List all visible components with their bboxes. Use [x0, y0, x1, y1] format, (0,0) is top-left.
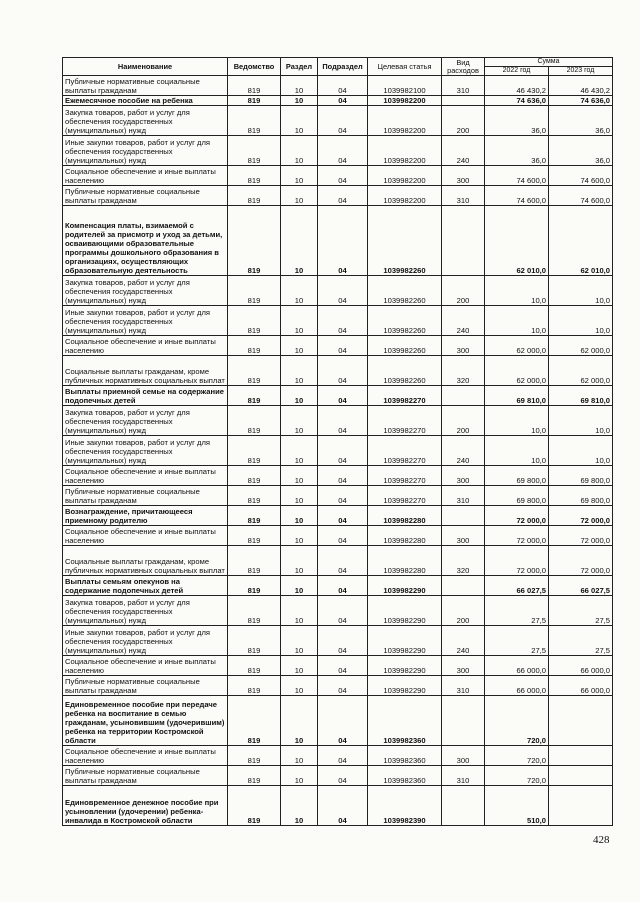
cell-name: Публичные нормативные социальные выплаты гражданам [63, 676, 228, 696]
cell-subsection: 04 [318, 786, 368, 826]
cell-subsection: 04 [318, 106, 368, 136]
cell-name: Иные закупки товаров, работ и услуг для обеспечения государственных (муниципальных) нужд [63, 136, 228, 166]
cell-expense-type: 310 [442, 186, 485, 206]
cell-expense-type [442, 576, 485, 596]
cell-section: 10 [281, 746, 318, 766]
table-header [63, 58, 613, 76]
cell-section: 10 [281, 526, 318, 546]
cell-department: 819 [228, 596, 281, 626]
cell-sum-2023: 74 600,0 [549, 186, 613, 206]
cell-section: 10 [281, 436, 318, 466]
cell-subsection: 04 [318, 206, 368, 276]
cell-sum-2022: 72 000,0 [485, 506, 549, 526]
cell-name: Единовременное пособие при передаче ребенка на воспитание в семью гражданам, усыновившим (удочерившим) ребенка на территории Костромской области [63, 696, 228, 746]
cell-name: Социальное обеспечение и иные выплаты населению [63, 746, 228, 766]
cell-sum-2022: 10,0 [485, 436, 549, 466]
cell-subsection: 04 [318, 96, 368, 106]
header-subsection: Подраздел [318, 58, 368, 76]
table-row [63, 306, 613, 336]
cell-department: 819 [228, 96, 281, 106]
cell-target-item: 1039982200 [368, 136, 442, 166]
cell-expense-type: 300 [442, 656, 485, 676]
cell-expense-type: 200 [442, 596, 485, 626]
cell-expense-type: 240 [442, 306, 485, 336]
cell-sum-2023: 10,0 [549, 406, 613, 436]
cell-sum-2023: 66 000,0 [549, 676, 613, 696]
cell-sum-2022: 66 000,0 [485, 676, 549, 696]
table-row [63, 406, 613, 436]
cell-section: 10 [281, 106, 318, 136]
cell-target-item: 1039982290 [368, 656, 442, 676]
cell-subsection: 04 [318, 766, 368, 786]
cell-sum-2022: 74 636,0 [485, 96, 549, 106]
cell-section: 10 [281, 626, 318, 656]
header-department: Ведомство [228, 58, 281, 76]
cell-sum-2023: 46 430,2 [549, 76, 613, 96]
cell-sum-2023 [549, 786, 613, 826]
cell-department: 819 [228, 766, 281, 786]
table-row [63, 186, 613, 206]
table-row [63, 276, 613, 306]
cell-expense-type: 200 [442, 106, 485, 136]
cell-department: 819 [228, 696, 281, 746]
cell-subsection: 04 [318, 136, 368, 166]
cell-subsection: 04 [318, 526, 368, 546]
cell-expense-type [442, 386, 485, 406]
cell-name: Закупка товаров, работ и услуг для обеспечения государственных (муниципальных) нужд [63, 596, 228, 626]
cell-subsection: 04 [318, 546, 368, 576]
cell-subsection: 04 [318, 576, 368, 596]
cell-target-item: 1039982270 [368, 466, 442, 486]
cell-name: Закупка товаров, работ и услуг для обеспечения государственных (муниципальных) нужд [63, 106, 228, 136]
header-year-2023: 2023 год [549, 67, 613, 76]
cell-name: Ежемесячное пособие на ребенка [63, 96, 228, 106]
cell-department: 819 [228, 786, 281, 826]
cell-target-item: 1039982100 [368, 76, 442, 96]
cell-target-item: 1039982260 [368, 336, 442, 356]
cell-sum-2022: 720,0 [485, 746, 549, 766]
cell-sum-2022: 10,0 [485, 406, 549, 436]
cell-target-item: 1039982280 [368, 506, 442, 526]
table-row [63, 106, 613, 136]
table-row [63, 766, 613, 786]
cell-department: 819 [228, 576, 281, 596]
cell-sum-2022: 62 010,0 [485, 206, 549, 276]
cell-sum-2023: 69 810,0 [549, 386, 613, 406]
cell-sum-2022: 36,0 [485, 136, 549, 166]
cell-department: 819 [228, 186, 281, 206]
cell-section: 10 [281, 406, 318, 436]
table-row [63, 596, 613, 626]
cell-target-item: 1039982260 [368, 206, 442, 276]
cell-subsection: 04 [318, 466, 368, 486]
cell-name: Социальное обеспечение и иные выплаты населению [63, 466, 228, 486]
cell-name: Социальные выплаты гражданам, кроме публичных нормативных социальных выплат [63, 546, 228, 576]
table-row [63, 336, 613, 356]
table-row [63, 506, 613, 526]
table-row [63, 546, 613, 576]
header-sum: Сумма [485, 58, 613, 67]
cell-sum-2023: 27,5 [549, 626, 613, 656]
cell-subsection: 04 [318, 386, 368, 406]
cell-name: Публичные нормативные социальные выплаты гражданам [63, 486, 228, 506]
cell-name: Социальное обеспечение и иные выплаты населению [63, 336, 228, 356]
cell-section: 10 [281, 506, 318, 526]
cell-department: 819 [228, 506, 281, 526]
cell-subsection: 04 [318, 406, 368, 436]
table-row [63, 626, 613, 656]
cell-sum-2022: 66 000,0 [485, 656, 549, 676]
cell-expense-type [442, 96, 485, 106]
cell-subsection: 04 [318, 356, 368, 386]
table-row [63, 676, 613, 696]
cell-department: 819 [228, 656, 281, 676]
cell-section: 10 [281, 466, 318, 486]
cell-subsection: 04 [318, 186, 368, 206]
cell-subsection: 04 [318, 656, 368, 676]
cell-target-item: 1039982360 [368, 746, 442, 766]
cell-expense-type: 240 [442, 136, 485, 166]
cell-sum-2023: 72 000,0 [549, 526, 613, 546]
cell-department: 819 [228, 676, 281, 696]
cell-target-item: 1039982200 [368, 166, 442, 186]
cell-name: Публичные нормативные социальные выплаты гражданам [63, 766, 228, 786]
cell-expense-type: 310 [442, 676, 485, 696]
header-section: Раздел [281, 58, 318, 76]
cell-sum-2023: 74 636,0 [549, 96, 613, 106]
cell-sum-2023: 10,0 [549, 306, 613, 336]
cell-target-item: 1039982200 [368, 106, 442, 136]
cell-sum-2023: 66 000,0 [549, 656, 613, 676]
cell-target-item: 1039982270 [368, 406, 442, 436]
cell-name: Социальное обеспечение и иные выплаты населению [63, 526, 228, 546]
cell-subsection: 04 [318, 166, 368, 186]
cell-target-item: 1039982360 [368, 696, 442, 746]
cell-section: 10 [281, 596, 318, 626]
cell-department: 819 [228, 486, 281, 506]
cell-department: 819 [228, 546, 281, 576]
cell-subsection: 04 [318, 676, 368, 696]
cell-department: 819 [228, 406, 281, 436]
cell-expense-type: 300 [442, 746, 485, 766]
header-expense-type: Вид расходов [442, 58, 485, 76]
cell-sum-2022: 74 600,0 [485, 166, 549, 186]
cell-section: 10 [281, 766, 318, 786]
cell-department: 819 [228, 436, 281, 466]
cell-section: 10 [281, 656, 318, 676]
cell-section: 10 [281, 336, 318, 356]
cell-sum-2022: 10,0 [485, 276, 549, 306]
cell-sum-2022: 69 800,0 [485, 486, 549, 506]
cell-department: 819 [228, 136, 281, 166]
cell-sum-2023: 66 027,5 [549, 576, 613, 596]
cell-sum-2022: 36,0 [485, 106, 549, 136]
table-row [63, 356, 613, 386]
cell-sum-2023: 10,0 [549, 276, 613, 306]
cell-name: Иные закупки товаров, работ и услуг для обеспечения государственных (муниципальных) нужд [63, 626, 228, 656]
cell-subsection: 04 [318, 336, 368, 356]
table-row [63, 576, 613, 596]
cell-subsection: 04 [318, 626, 368, 656]
cell-expense-type: 240 [442, 436, 485, 466]
cell-expense-type: 310 [442, 486, 485, 506]
cell-target-item: 1039982260 [368, 276, 442, 306]
cell-sum-2023: 62 000,0 [549, 356, 613, 386]
cell-sum-2023 [549, 696, 613, 746]
cell-sum-2022: 74 600,0 [485, 186, 549, 206]
cell-section: 10 [281, 386, 318, 406]
cell-section: 10 [281, 546, 318, 576]
cell-name: Социальное обеспечение и иные выплаты населению [63, 656, 228, 676]
cell-section: 10 [281, 276, 318, 306]
cell-sum-2023: 69 800,0 [549, 466, 613, 486]
cell-section: 10 [281, 186, 318, 206]
budget-table [62, 57, 613, 826]
cell-name: Компенсация платы, взимаемой с родителей за присмотр и уход за детьми, осваивающими образовательные программы дошкольного образования в организациях, осуществляющих образовательную деятельность [63, 206, 228, 276]
cell-name: Публичные нормативные социальные выплаты гражданам [63, 186, 228, 206]
cell-name: Закупка товаров, работ и услуг для обеспечения государственных (муниципальных) нужд [63, 276, 228, 306]
cell-target-item: 1039982270 [368, 436, 442, 466]
cell-section: 10 [281, 696, 318, 746]
cell-sum-2022: 510,0 [485, 786, 549, 826]
cell-sum-2023: 10,0 [549, 436, 613, 466]
cell-target-item: 1039982290 [368, 676, 442, 696]
cell-target-item: 1039982270 [368, 386, 442, 406]
cell-target-item: 1039982260 [368, 306, 442, 336]
cell-expense-type: 320 [442, 356, 485, 386]
cell-sum-2023: 72 000,0 [549, 546, 613, 576]
cell-department: 819 [228, 466, 281, 486]
cell-expense-type: 200 [442, 406, 485, 436]
cell-name: Социальные выплаты гражданам, кроме публичных нормативных социальных выплат [63, 356, 228, 386]
cell-sum-2023: 36,0 [549, 106, 613, 136]
cell-section: 10 [281, 76, 318, 96]
cell-section: 10 [281, 676, 318, 696]
cell-target-item: 1039982200 [368, 96, 442, 106]
cell-sum-2022: 66 027,5 [485, 576, 549, 596]
cell-sum-2023 [549, 746, 613, 766]
cell-sum-2023: 69 800,0 [549, 486, 613, 506]
cell-sum-2023: 27,5 [549, 596, 613, 626]
cell-sum-2022: 27,5 [485, 626, 549, 656]
cell-name: Иные закупки товаров, работ и услуг для обеспечения государственных (муниципальных) нужд [63, 306, 228, 336]
cell-name: Иные закупки товаров, работ и услуг для обеспечения государственных (муниципальных) нужд [63, 436, 228, 466]
cell-sum-2023: 74 600,0 [549, 166, 613, 186]
cell-section: 10 [281, 486, 318, 506]
cell-subsection: 04 [318, 276, 368, 306]
cell-sum-2023: 72 000,0 [549, 506, 613, 526]
cell-subsection: 04 [318, 76, 368, 96]
header-year-2022: 2022 год [485, 67, 549, 76]
cell-expense-type: 300 [442, 466, 485, 486]
cell-name: Вознаграждение, причитающееся приемному родителю [63, 506, 228, 526]
cell-subsection: 04 [318, 506, 368, 526]
cell-subsection: 04 [318, 436, 368, 466]
table-row [63, 786, 613, 826]
cell-department: 819 [228, 336, 281, 356]
cell-section: 10 [281, 306, 318, 336]
table-row [63, 166, 613, 186]
cell-expense-type: 310 [442, 76, 485, 96]
cell-target-item: 1039982360 [368, 766, 442, 786]
cell-expense-type: 310 [442, 766, 485, 786]
cell-subsection: 04 [318, 746, 368, 766]
cell-name: Выплаты приемной семье на содержание подопечных детей [63, 386, 228, 406]
cell-section: 10 [281, 96, 318, 106]
cell-department: 819 [228, 306, 281, 336]
cell-section: 10 [281, 166, 318, 186]
cell-sum-2023: 36,0 [549, 136, 613, 166]
cell-target-item: 1039982280 [368, 546, 442, 576]
cell-sum-2023: 62 010,0 [549, 206, 613, 276]
cell-section: 10 [281, 576, 318, 596]
table-body [63, 76, 613, 826]
cell-subsection: 04 [318, 696, 368, 746]
cell-expense-type [442, 206, 485, 276]
table-row [63, 466, 613, 486]
cell-sum-2022: 72 000,0 [485, 546, 549, 576]
cell-expense-type: 200 [442, 276, 485, 306]
cell-name: Выплаты семьям опекунов на содержание подопечных детей [63, 576, 228, 596]
cell-department: 819 [228, 206, 281, 276]
table-row [63, 386, 613, 406]
table-row [63, 136, 613, 166]
cell-target-item: 1039982200 [368, 186, 442, 206]
cell-sum-2022: 10,0 [485, 306, 549, 336]
cell-sum-2023 [549, 766, 613, 786]
cell-department: 819 [228, 106, 281, 136]
cell-target-item: 1039982280 [368, 526, 442, 546]
cell-department: 819 [228, 626, 281, 656]
cell-section: 10 [281, 356, 318, 386]
cell-target-item: 1039982390 [368, 786, 442, 826]
cell-expense-type: 300 [442, 336, 485, 356]
cell-sum-2022: 72 000,0 [485, 526, 549, 546]
cell-department: 819 [228, 76, 281, 96]
cell-sum-2022: 27,5 [485, 596, 549, 626]
table-row [63, 696, 613, 746]
table-row [63, 486, 613, 506]
cell-expense-type [442, 696, 485, 746]
cell-department: 819 [228, 746, 281, 766]
cell-sum-2022: 69 810,0 [485, 386, 549, 406]
cell-sum-2022: 62 000,0 [485, 356, 549, 386]
cell-name: Закупка товаров, работ и услуг для обеспечения государственных (муниципальных) нужд [63, 406, 228, 436]
cell-sum-2022: 720,0 [485, 696, 549, 746]
cell-target-item: 1039982270 [368, 486, 442, 506]
table-row [63, 206, 613, 276]
cell-sum-2023: 62 000,0 [549, 336, 613, 356]
table-row [63, 526, 613, 546]
cell-target-item: 1039982290 [368, 576, 442, 596]
header-target-item: Целевая статья [368, 58, 442, 76]
cell-name: Публичные нормативные социальные выплаты гражданам [63, 76, 228, 96]
table-row [63, 746, 613, 766]
cell-department: 819 [228, 166, 281, 186]
cell-subsection: 04 [318, 486, 368, 506]
table-row [63, 656, 613, 676]
cell-target-item: 1039982290 [368, 626, 442, 656]
cell-department: 819 [228, 356, 281, 386]
cell-name: Единовременное денежное пособие при усыновлении (удочерении) ребенка-инвалида в Костромской области [63, 786, 228, 826]
cell-department: 819 [228, 276, 281, 306]
cell-name: Социальное обеспечение и иные выплаты населению [63, 166, 228, 186]
table-row [63, 76, 613, 96]
table-row [63, 96, 613, 106]
cell-target-item: 1039982260 [368, 356, 442, 386]
cell-sum-2022: 720,0 [485, 766, 549, 786]
cell-expense-type: 300 [442, 526, 485, 546]
cell-sum-2022: 46 430,2 [485, 76, 549, 96]
page-number: 428 [593, 834, 610, 846]
cell-sum-2022: 69 800,0 [485, 466, 549, 486]
header-name: Наименование [63, 58, 228, 76]
cell-expense-type: 240 [442, 626, 485, 656]
cell-subsection: 04 [318, 306, 368, 336]
cell-expense-type: 300 [442, 166, 485, 186]
cell-section: 10 [281, 136, 318, 166]
cell-department: 819 [228, 526, 281, 546]
cell-subsection: 04 [318, 596, 368, 626]
cell-expense-type [442, 786, 485, 826]
table-row [63, 436, 613, 466]
cell-section: 10 [281, 786, 318, 826]
cell-target-item: 1039982290 [368, 596, 442, 626]
cell-section: 10 [281, 206, 318, 276]
cell-expense-type: 320 [442, 546, 485, 576]
cell-expense-type [442, 506, 485, 526]
cell-department: 819 [228, 386, 281, 406]
cell-sum-2022: 62 000,0 [485, 336, 549, 356]
